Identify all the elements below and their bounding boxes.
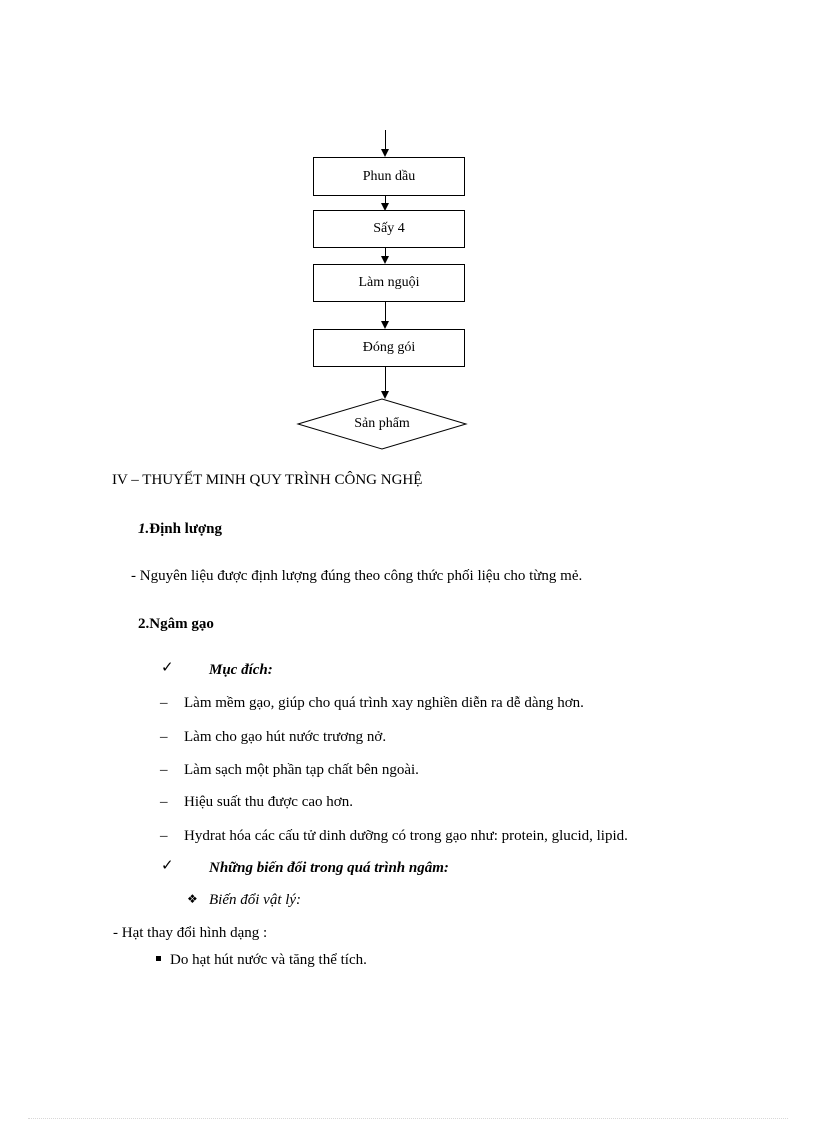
flow-step-phun-dau — [313, 157, 465, 196]
subsection-ngam-gao: 2.Ngâm gạo — [138, 616, 214, 632]
flow-step-label: Phun dầu — [362, 168, 416, 184]
arrow-line — [385, 130, 386, 150]
shape-change-item: - Hạt thay đổi hình dạng : — [113, 925, 268, 941]
list-item: Làm mềm gạo, giúp cho quá trình xay nghiền diễn ra dễ dàng hơn. — [184, 695, 584, 711]
subsection-dinh-luong — [138, 520, 222, 538]
flow-end-label: Sản phẩm — [354, 416, 410, 431]
dash-bullet: – — [160, 794, 168, 810]
check-icon: ✓ — [161, 858, 174, 874]
square-bullet-icon — [156, 956, 161, 961]
dash-bullet: – — [160, 695, 168, 711]
flow-step-dong-goi — [313, 329, 465, 367]
arrow-head — [381, 256, 389, 264]
page-bottom-border — [28, 1118, 788, 1119]
purpose-label: Mục đích: — [209, 662, 273, 678]
arrow-line — [385, 302, 386, 322]
flow-step-label: Sấy 4 — [373, 221, 405, 236]
list-item: Hiệu suất thu được cao hơn. — [184, 794, 353, 810]
dash-bullet: – — [160, 828, 168, 844]
paragraph-dinh-luong: - Nguyên liệu được định lượng đúng theo công thức phối liệu cho từng mẻ. — [131, 568, 583, 584]
flow-step-say-4 — [313, 210, 465, 248]
subsection-title: Định lượng — [149, 521, 223, 537]
section-heading: IV – THUYẾT MINH QUY TRÌNH CÔNG NGHỆ — [112, 472, 423, 488]
arrow-head — [381, 321, 389, 329]
diamond-bullet-icon: ❖ — [187, 892, 198, 906]
arrow-line — [385, 367, 386, 392]
subsection-number: 1. — [138, 521, 150, 537]
flow-step-lam-nguoi — [313, 264, 465, 302]
list-item: Hydrat hóa các cấu tử dinh dưỡng có trong gạo như: protein, glucid, lipid. — [184, 828, 628, 844]
physical-change-label: Biến đổi vật lý: — [209, 892, 302, 908]
shape-reason-item: Do hạt hút nước và tăng thể tích. — [170, 952, 367, 968]
flow-step-label: Làm nguội — [358, 275, 420, 290]
arrow-head — [381, 149, 389, 157]
changes-label: Những biến đổi trong quá trình ngâm: — [209, 860, 449, 876]
check-icon: ✓ — [161, 660, 174, 676]
dash-bullet: – — [160, 729, 168, 745]
dash-bullet: – — [160, 762, 168, 778]
list-item: Làm sạch một phần tạp chất bên ngoài. — [184, 762, 419, 778]
list-item: Làm cho gạo hút nước trương nở. — [184, 729, 387, 745]
flow-step-label: Đóng gói — [362, 340, 416, 355]
